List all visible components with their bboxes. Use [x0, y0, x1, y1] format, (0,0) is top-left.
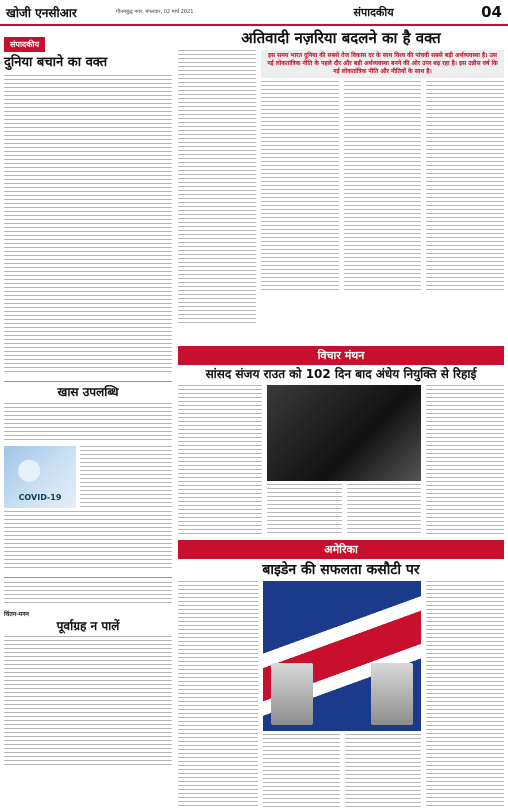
pathway-preamble: [4, 582, 172, 606]
pathway-block: [4, 577, 172, 766]
lead-body-col2: [261, 81, 339, 291]
masthead: [0, 0, 508, 26]
america-headline: बाइडेन की सफलता कसौटी पर: [262, 562, 420, 578]
page-number: 04: [481, 3, 502, 21]
achievement-headline: खास उपलब्धि: [57, 384, 119, 399]
achievement-body-bottom: [4, 511, 172, 571]
lead-body-col4: [426, 81, 504, 291]
dateline: गौतमबुद्ध नगर, मंगलवार, 02 मार्च 2021: [116, 8, 194, 15]
lead-body-col1: [178, 50, 256, 326]
editorial-tag: संपादकीय: [4, 37, 45, 52]
lead-body-col3: [344, 81, 422, 291]
achievement-body-top: [4, 403, 172, 443]
america-body-col1: [178, 581, 258, 809]
america-article: [178, 540, 504, 809]
opinion-photo: [267, 385, 421, 481]
america-body-col2: [263, 734, 340, 809]
pathway-kicker: चिंतन-मनन: [4, 610, 29, 618]
america-banner: अमेरिका: [178, 540, 504, 559]
opinion-body-col3: [347, 484, 422, 535]
america-body-col4: [426, 581, 504, 809]
lead-article: [178, 30, 504, 326]
america-portrait-left: [271, 663, 313, 725]
covid-image-label: COVID-19: [18, 492, 62, 502]
pathway-body: [4, 636, 172, 766]
pathway-headline: पूर्वाग्रह न पालें: [56, 618, 120, 633]
editorial-column: [4, 32, 172, 766]
brand-logo: खोजी एनसीआर: [6, 5, 77, 20]
section-title: संपादकीय: [353, 5, 394, 19]
editorial-body: [4, 75, 172, 375]
opinion-body-col1: [178, 385, 262, 535]
editorial-headline: दुनिया बचाने का वक्त: [4, 55, 108, 70]
opinion-headline: सांसद संजय राउत को 102 दिन बाद अंधेय नियुक्ति से रिहाई: [205, 367, 477, 381]
america-body-col3: [345, 734, 422, 809]
achievement-block: [4, 381, 172, 571]
opinion-body-col4: [426, 385, 504, 535]
achievement-body-side: [80, 446, 172, 508]
opinion-body-col2: [267, 484, 342, 535]
america-photo: [263, 581, 421, 731]
lead-headline: अतिवादी नज़रिया बदलने का है वक्त: [241, 29, 441, 47]
america-portrait-right: [371, 663, 413, 725]
lead-standfirst: इस समय भारत दुनिया की सबसे तेज विकास दर के साथ विश्व की पांचवी सबसे बड़ी अर्थव्यवस्था है। उस नई लोकतांत्रिक नीति के पहले दौर और बड़ी अर्थव्यवस्था बनने की ओर उपर बढ़ रहा है। इस उन्नीस वर्ष कि नई लोकतांत्रिक नीति और नीतियों के साथ है।: [261, 50, 504, 78]
opinion-banner: विचार मंथन: [178, 346, 504, 365]
covid-image: [4, 446, 76, 508]
opinion-article: [178, 346, 504, 535]
